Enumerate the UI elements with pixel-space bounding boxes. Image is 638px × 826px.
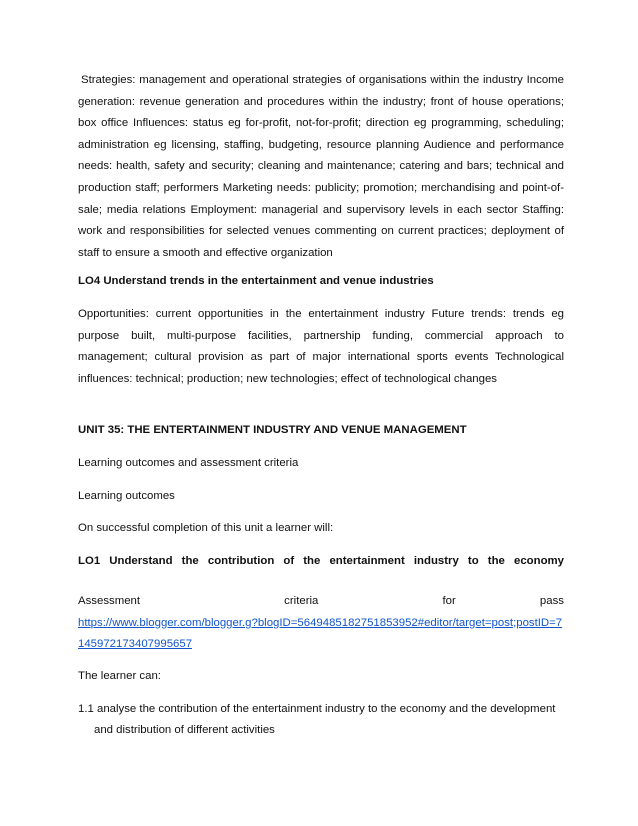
- unit-heading: UNIT 35: THE ENTERTAINMENT INDUSTRY AND VENUE MANAGEMENT: [78, 424, 467, 437]
- learning-outcomes-label: Learning outcomes: [78, 489, 175, 502]
- blogger-link[interactable]: https://www.blogger.com/blogger.g?blogID=5649485182751853952#editor/target=post;postID=7145972173407995657: [78, 616, 563, 651]
- pass-word: pass: [539, 595, 564, 608]
- for-word: for: [442, 595, 456, 608]
- lo1-heading: LO1 Understand the contribution of the entertainment industry to the economy: [78, 554, 564, 567]
- assessment-word: Assessment: [78, 595, 141, 608]
- learning-outcomes-criteria: Learning outcomes and assessment criteria: [78, 456, 299, 469]
- on-completion-text: On successful completion of this unit a learner will:: [78, 522, 334, 535]
- criteria-item-1-1: 1.1 analyse the contribution of the entertainment industry to the economy and the development and distribution of different activities: [78, 702, 556, 737]
- lo4-heading: LO4 Understand trends in the entertainment and venue industries: [78, 275, 434, 288]
- criteria-word: criteria: [284, 595, 319, 608]
- opportunities-paragraph: Opportunities: current opportunities in the entertainment industry Future trends: trends eg purpose built, multi-purpose facilities, partnership funding, commercial approach to management; cultural provision as part of major international sports events Technological influences: technical; production; new technologies; effect of technological changes: [78, 307, 564, 385]
- assessment-line: [78, 591, 564, 613]
- strategies-paragraph: Strategies: management and operational strategies of organisations within the industry Income generation: revenue generation and procedures within the industry; front of house operations; box office Influences: status eg for-profit, not-for-profit; direction eg programming, scheduling; administration eg licensing, staffing, budgeting, resource planning Audience and performance needs: health, safety and security; cleaning and maintenance; catering and bars; technical and production staff; performers Marketing needs: publicity; promotion; merchandising and point-of-sale; media relations Employment: managerial and supervisory levels in each sector Staffing: work and responsibilities for selected venues commenting on current practices; deployment of staff to ensure a smooth and effective organization: [78, 74, 564, 259]
- learner-can-text: The learner can:: [78, 670, 161, 683]
- document-page: [78, 70, 564, 742]
